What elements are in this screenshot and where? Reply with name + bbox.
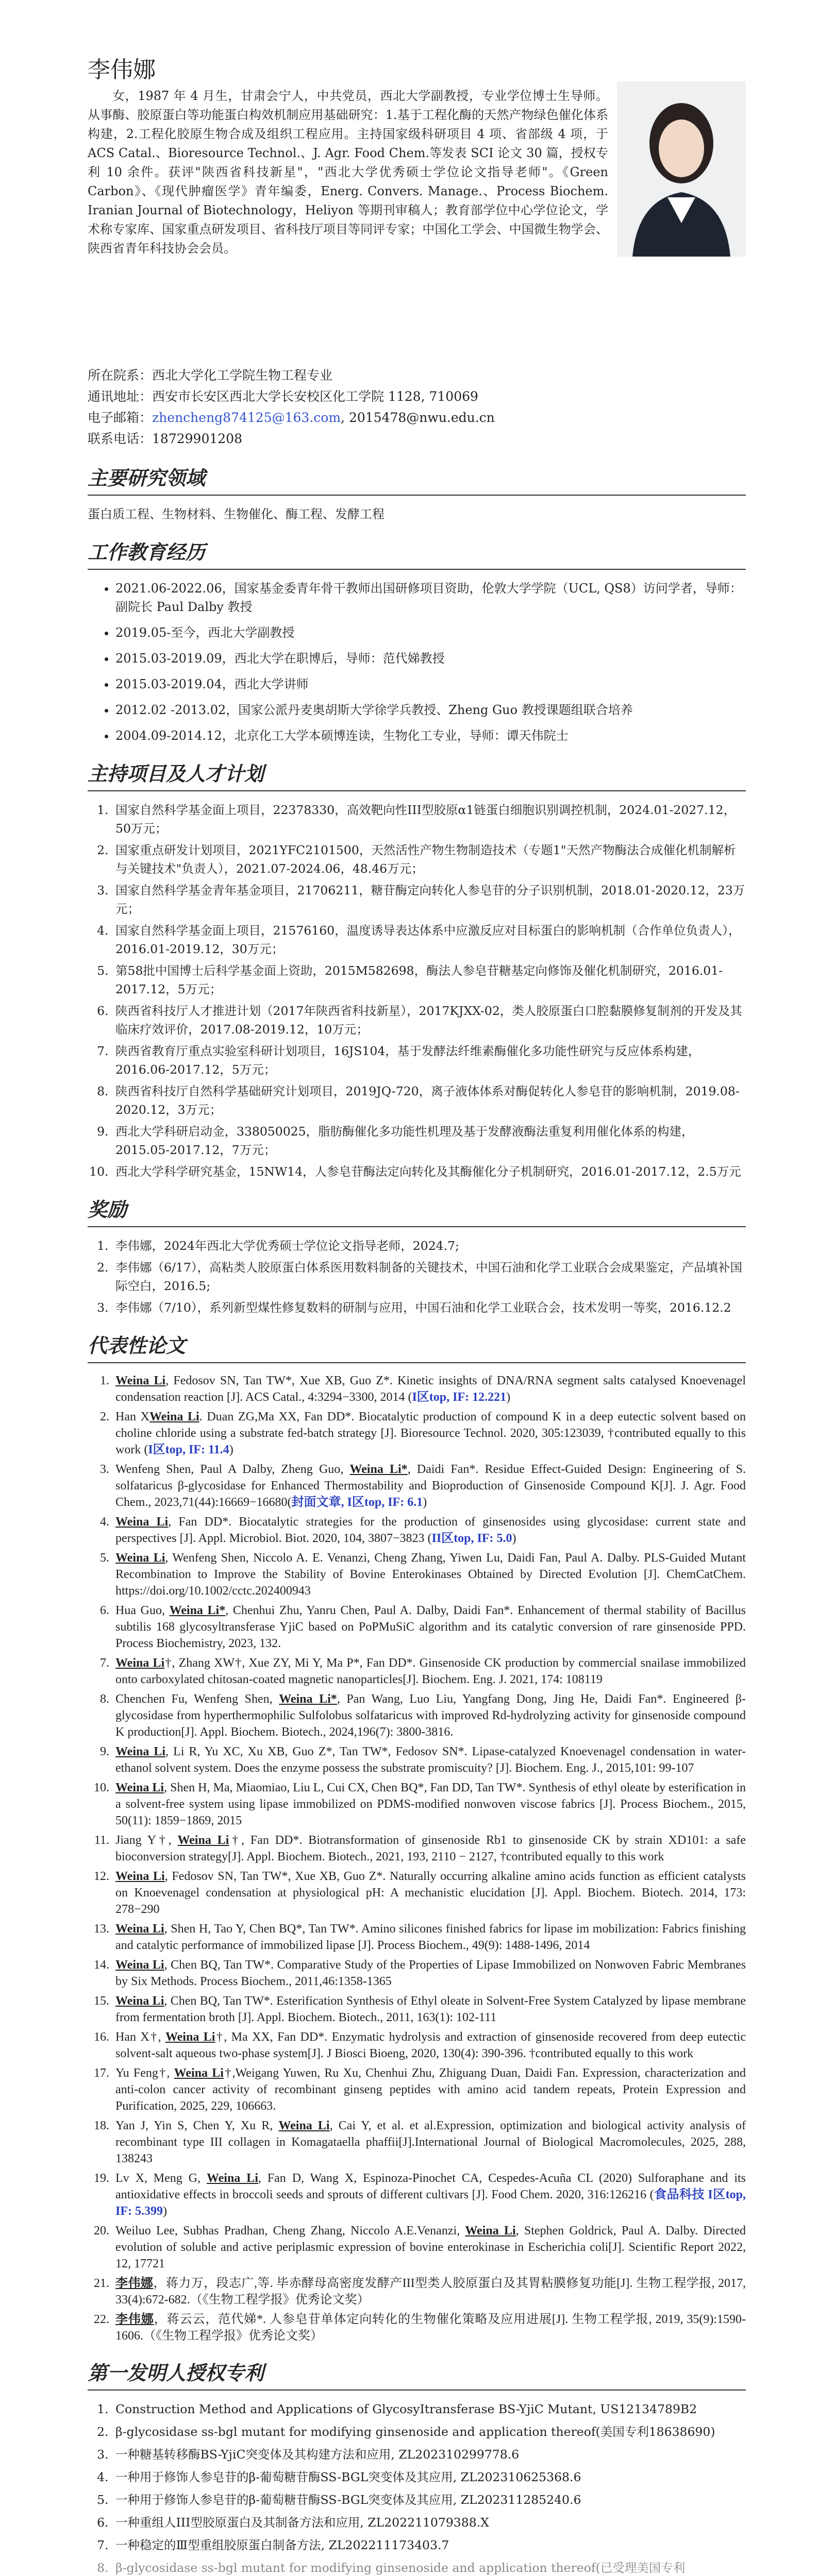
paper-author-self: Weina Li <box>149 1410 199 1423</box>
patents-list <box>88 2400 746 2576</box>
paper-author-self: Weina Li <box>174 2066 224 2080</box>
project-item: 5. 第58批中国博士后科学基金面上资助，2015M582698，酶法人参皂苷糖基定向修饰及催化机制研究，2016.01-2017.12，5万元； <box>112 961 746 998</box>
paper-author-self: Weina Li <box>115 1745 166 1758</box>
intro-paragraph: 女，1987 年 4 月生，甘肃会宁人，中共党员，西北大学副教授，专业学位博士生导师。从事酶、胶原蛋白等功能蛋白构效机制应用基础研究：1.基于工程化酶的天然产物绿色催化体系构建，2.工程化胶原生物合成及组织工程应用。主持国家级科研项目 4 项、省部级 4 项，于 ACS Catal.、Bioresource Technol.、J. Agr. Food Chem.等发表 SCI 论文 30 篇，授权专利 10 余件。获评"陕西省科技新星"，"西北大学优秀硕士学位论文指导老师"。《Green Carbon》、《现代肿瘤医学》青年编委，Energ. Convers. Manage.、Process Biochem. Iranian Journal of Biotechnology，Heliyon 等期刊审稿人；教育部学位中心学位论文，学术称专家库、国家重点研发项目、省科技厅项目等同评专家；中国化工学会、中国微生物学会、陕西省青年科技协会会员。 <box>88 89 608 256</box>
paper-impact-badge: I区top, IF: 12.221 <box>412 1391 507 1404</box>
project-item: 2. 国家重点研发计划项目，2021YFC2101500，天然活性产物生物制造技术（专题1"天然产物酶法合成催化机制解析与关键技术"负责人），2021.07-2024.06，48.46万元； <box>112 841 746 878</box>
paper-citation: , Fedosov SN, Tan TW*, Xue XB, Guo Z*. Kinetic insights of DNA/RNA segment salts catalysed Knoevenagel condensation reaction [J]. ACS Catal., 4:3294−3300, 2014 ( <box>115 1374 746 1404</box>
paper-impact-badge: 食品科技 I区top, IF: 5.399 <box>115 2188 746 2218</box>
paper-author-self: Weina Li <box>165 2030 215 2044</box>
paper-coauthors: Hua Guo, <box>115 1604 170 1617</box>
project-item: 1. 国家自然科学基金面上项目，22378330，高效靶向性III型胶原α1链蛋白细胞识别调控机制，2024.01-2027.12，50万元； <box>112 801 746 838</box>
intro-block <box>88 87 746 282</box>
paper-author-self: Weina Li <box>115 1781 164 1794</box>
paper-impact-badge: 封面文章, I区top, IF: 6.1 <box>291 1496 423 1509</box>
paper-item <box>112 1602 746 1652</box>
paper-author-self: 李伟娜 <box>115 2313 154 2326</box>
patent-item: 5. 一种用于修饰人参皂苷的β-葡萄糖苷酶SS-BGL突变体及其应用, ZL202311285240.6 <box>112 2490 746 2509</box>
projects-list <box>88 801 746 1181</box>
paper-author-self: Weina Li <box>206 2172 258 2185</box>
paper-citation: , Chen BQ, Tan TW*. Esterification Synthesis of Ethyl oleate in Solvent-Free System Catalyzed by lipase membrane from fermentation broth [J]. Appl. Biochem. Biotech., 2011, 163(1): 102-111 <box>115 1994 746 2024</box>
patent-item: 7. 一种稳定的Ⅲ型重组胶原蛋白制备方法, ZL202211173403.7 <box>112 2536 746 2554</box>
research-fields: 蛋白质工程、生物材料、生物催化、酶工程、发酵工程 <box>88 507 385 521</box>
phone-value: 18729901208 <box>152 431 242 446</box>
paper-item <box>112 2223 746 2272</box>
paper-citation-end: ) <box>512 1532 516 1545</box>
paper-author-self: Weina Li <box>115 1374 166 1387</box>
project-item: 4. 国家自然科学基金面上项目，21576160，温度诱导表达体系中应激反应对目标蛋白的影响机制（合作单位负责人），2016.01-2019.12，30万元； <box>112 921 746 958</box>
paper-coauthors: Han X†, <box>115 2030 165 2044</box>
paper-author-self: Weina Li <box>115 1515 169 1529</box>
paper-item <box>112 1743 746 1776</box>
email-row: 电子邮箱：zhencheng874125@163.com, 2015478@nwu.edu.cn <box>88 410 495 425</box>
patent-item: 4. 一种用于修饰人参皂苷的β-葡萄糖苷酶SS-BGL突变体及其应用, ZL202310625368.6 <box>112 2468 746 2486</box>
education-item: • 2012.02 -2013.02，国家公派丹麦奥胡斯大学徐学兵教授、Zheng Guo 教授课题组联合培养 <box>115 701 746 719</box>
paper-author-self: Weina Li <box>177 1834 229 1847</box>
paper-item <box>112 2029 746 2062</box>
award-item: 3. 李伟娜（7/10），系列新型煤性修复数料的研制与应用，中国石油和化学工业联合会，技术发明一等奖，2016.12.2 <box>112 1298 746 1317</box>
paper-citation: , Fan DD*. Biocatalytic strategies for the production of ginsenosides using glycosidase: current state and perspectives [J]. Appl. Microbiol. Biot. 2020, 104, 3807−3823 ( <box>115 1515 746 1545</box>
paper-citation: ，蒋力万，段志广,等. 毕赤酵母高密度发酵产III型类人胶原蛋白及其胃粘膜修复功能[J]. 生物工程学报, 2017, 33(4):672-682.（《生物工程学报》优秀论文奖） <box>115 2277 746 2307</box>
paper-item <box>112 1993 746 2026</box>
project-item: 7. 陕西省教育厅重点实验室科研计划项目，16JS104，基于发酵法纤维素酶催化多功能性研究与反应体系构建，2016.06-2017.12，5万元； <box>112 1042 746 1079</box>
paper-author-self: Weina Li <box>115 1958 164 1972</box>
paper-coauthors: Chenchen Fu, Wenfeng Shen, <box>115 1692 279 1706</box>
section-title-papers: 代表性论文 <box>88 1332 746 1363</box>
paper-item <box>112 1409 746 1458</box>
paper-author-self: Weina Li <box>115 1656 165 1670</box>
paper-item <box>112 1514 746 1547</box>
college-value: 西北大学化工学院生物工程专业 <box>152 368 333 383</box>
paper-citation: , Li R, Yu XC, Xu XB, Guo Z*, Tan TW*, Fedosov SN*. Lipase-catalyzed Knoevenagel condensation in water-ethanol solvent system. Does the enzyme possess the substrate promiscuity? [J]. Biochem. Eng. J., 2015,101: 99-107 <box>115 1745 746 1775</box>
paper-item <box>112 1957 746 1990</box>
paper-item <box>112 1461 746 1511</box>
section-title-education: 工作教育经历 <box>88 539 746 570</box>
paper-coauthors: Lv X, Meng G, <box>115 2172 207 2185</box>
paper-item <box>112 2275 746 2308</box>
paper-author-self: 李伟娜 <box>115 2277 154 2290</box>
paper-item <box>112 1655 746 1688</box>
paper-author-self: Weina Li* <box>279 1692 337 1706</box>
education-item: • 2019.05-至今，西北大学副教授 <box>115 623 746 642</box>
paper-citation-end: ) <box>229 1443 233 1456</box>
paper-item <box>112 1868 746 1918</box>
paper-impact-badge: I区top, IF: 11.4 <box>148 1443 229 1456</box>
paper-item <box>112 2170 746 2219</box>
paper-author-self: Weina Li <box>465 2224 516 2238</box>
paper-citation: , Stephen Goldrick, Paul A. Dalby. Directed evolution of soluble and active periplasmic expression of bovine enterokinase in Escherichia coli[J]. Scientific Report 2022, 12, 17721 <box>115 2224 746 2270</box>
paper-citation: †,Weigang Yuwen, Ru Xu, Chenhui Zhu, Zhiguang Duan, Daidi Fan. Expression, characterization and anti-colon cancer activity of recombinant ginseng peptides with amino acid tandem repeats, Protein Expression and Purification, 2025, 229, 106663. <box>115 2066 746 2113</box>
address-value: 西安市长安区西北大学长安校区化工学院 1128, 710069 <box>152 389 478 404</box>
paper-citation: , Chen BQ, Tan TW*. Comparative Study of the Properties of Lipase Immobilized on Nonwoven Fabric Membranes by Six Methods. Process Biochem., 2011,46:1358-1365 <box>115 1958 746 1988</box>
paper-coauthors: Yan J, Yin S, Chen Y, Xu R, <box>115 2119 279 2132</box>
paper-citation: , Fan D, Wang X, Espinoza-Pinochet CA, Cespedes-Acuña CL (2020) Sulforaphane and its antioxidative effects in broccoli seeds and sprouts of different cultivars [J]. Food Chem. 2020, 316:126216 ( <box>115 2172 746 2201</box>
paper-author-self: Weina Li <box>115 1922 164 1936</box>
section-title-projects: 主持项目及人才计划 <box>88 760 746 791</box>
paper-item <box>112 1780 746 1829</box>
paper-author-self: Weina Li <box>115 1551 165 1565</box>
education-item: • 2015.03-2019.04，西北大学讲师 <box>115 675 746 693</box>
paper-item <box>112 1832 746 1865</box>
patent-item: 8. β-glycosidase ss-bgl mutant for modifying ginsenoside and application thereof(已受理美国专利 <box>112 2558 746 2576</box>
paper-coauthors: Wenfeng Shen, Paul A Dalby, Zheng Guo, <box>115 1463 350 1476</box>
paper-citation: †, Zhang XW†, Xue ZY, Mi Y, Ma P*, Fan DD*. Ginsenoside CK production by commercial snailase immobilized onto carboxylated chitosan-coated magnetic nanoparticles[J]. Biochem. Eng. J. 2021, 174: 108119 <box>115 1656 746 1686</box>
paper-author-self: Weina Li* <box>349 1463 408 1476</box>
email-link[interactable]: zhencheng874125@163.com <box>152 410 341 425</box>
paper-item <box>112 1691 746 1740</box>
paper-citation: , Fedosov SN, Tan TW*, Xue XB, Guo Z*. Naturally occurring alkaline amino acids function as efficient catalysts on Knoevenagel condensation at physiological pH: A mechanistic elucidation [J]. Appl. Biochem. Biotech. 2014, 173: 278−290 <box>115 1870 746 1916</box>
paper-item <box>112 1550 746 1599</box>
project-item: 10. 西北大学科学研究基金，15NW14，人参皂苷酶法定向转化及其酶催化分子机制研究，2016.01-2017.12，2.5万元 <box>112 1162 746 1181</box>
award-item: 2. 李伟娜（6/17），高粘类人胶原蛋白体系医用数料制备的关键技术，中国石油和化学工业联合会成果鉴定，产品填补国际空白，2016.5; <box>112 1258 746 1295</box>
project-item: 8. 陕西省科技厅自然科学基础研究计划项目，2019JQ-720，离子液体体系对酶促转化人参皂苷的影响机制，2019.08-2020.12，3万元； <box>112 1082 746 1119</box>
paper-citation: , Wenfeng Shen, Niccolo A. E. Venanzi, Cheng Zhang, Yiwen Lu, Daidi Fan, Paul A. Dalby. PLS-Guided Mutant Recombination to Improve the Stability of Bovine Enterokinases Obtained by Directed Evolution [J]. ChemCatChem. https://doi.org/10.1002/cctc.202400943 <box>115 1551 746 1598</box>
paper-citation: †, Fan DD*. Biotransformation of ginsenoside Rb1 to ginsenoside CK by strain XD101: a safe bioconversion strategy[J]. Appl. Biochem. Biotech., 2021, 193, 2110 − 2127, †contributed equally to this work <box>115 1834 746 1863</box>
paper-item <box>112 2117 746 2167</box>
paper-author-self: Weina Li <box>115 1994 164 2008</box>
college-row: 所在院系：西北大学化工学院生物工程专业 <box>88 368 333 383</box>
paper-citation: , Shen H, Ma, Miaomiao, Liu L, Cui CX, Chen BQ*, Fan DD, Tan TW*. Synthesis of ethyl oleate by esterification in a solvent-free system using lipase immobilized on PDMS-modified nonwoven viscose fabrics [J]. Process Biochem., 2015, 50(11): 1859−1869, 2015 <box>115 1781 746 1827</box>
paper-citation: , Shen H, Tao Y, Chen BQ*, Tan TW*. Amino silicones finished fabrics for lipase im mobilization: Fabrics finishing and catalytic performance of immobilized lipase [J]. Process Biochem., 49(9): 1488-1496, 2014 <box>115 1922 746 1952</box>
paper-item <box>112 2065 746 2114</box>
section-title-awards: 奖励 <box>88 1196 746 1227</box>
education-item: • 2021.06-2022.06，国家基金委青年骨干教师出国研修项目资助，伦敦大学学院（UCL, QS8）访问学者，导师：副院长 Paul Dalby 教授 <box>115 579 746 616</box>
paper-coauthors: Han X <box>115 1410 149 1423</box>
paper-author-self: Weina Li <box>115 1870 165 1883</box>
paper-author-self: Weina Li <box>278 2119 330 2132</box>
project-item: 3. 国家自然科学基金青年基金项目，21706211，糖苷酶定向转化人参皂苷的分子识别机制，2018.01-2020.12，23万元； <box>112 881 746 918</box>
section-title-patents: 第一发明人授权专利 <box>88 2360 746 2391</box>
paper-citation: . Duan ZG,Ma XX, Fan DD*. Biocatalytic production of compound K in a deep eutectic solvent based on choline chloride using a substrate fed-batch strategy [J]. Bioresource Technol. 2020, 305:123039, †contributed equally to this work ( <box>115 1410 746 1456</box>
patent-item: 3. 一种糖基转移酶BS-YjiC突变体及其构建方法和应用, ZL202310299778.6 <box>112 2445 746 2464</box>
section-title-research: 主要研究领域 <box>88 465 746 496</box>
paper-citation-end: ) <box>423 1496 427 1509</box>
papers-list <box>88 1372 746 2344</box>
paper-coauthors: Jiang Y†, <box>115 1834 178 1847</box>
portrait-photo <box>617 81 746 257</box>
education-item: • 2004.09-2014.12，北京化工大学本硕博连读，生物化工专业，导师：谭天伟院士 <box>115 726 746 745</box>
patent-item: 2. β-glycosidase ss-bgl mutant for modifying ginsenoside and application thereof(美国专利18638690) <box>112 2422 746 2441</box>
education-item: • 2015.03-2019.09，西北大学在职博后，导师：范代娣教授 <box>115 649 746 668</box>
patent-item: 1. Construction Method and Applications of GlycosyItransferase BS-YjiC Mutant, US12134789B2 <box>112 2400 746 2418</box>
paper-coauthors: Yu Feng†, <box>115 2066 174 2080</box>
contact-info <box>88 365 746 449</box>
paper-coauthors: Weiluo Lee, Subhas Pradhan, Cheng Zhang, Niccolo A.E.Venanzi, <box>115 2224 465 2238</box>
paper-citation: †, Ma XX, Fan DD*. Enzymatic hydrolysis and extraction of ginsenoside recovered from deep eutectic solvent-salt aqueous two-phase system[J]. J Biosci Bioeng, 2020, 130(4): 390-396. †contributed equally to this work <box>115 2030 746 2060</box>
paper-citation: , Pan Wang, Luo Liu, Yangfang Dong, Jing He, Daidi Fan*. Engineered β-glycosidase from hyperthermophilic Sulfolobus solfataricus with improved Rd-hydrolyzing activity for ginsenoside compound K production[J]. Appl. Biochem. Biotech., 2024,196(7): 3800-3816. <box>115 1692 746 1739</box>
address-row: 通讯地址：西安市长安区西北大学长安校区化工学院 1128, 710069 <box>88 389 478 404</box>
paper-citation: ，蒋云云，范代娣*. 人参皂苷单体定向转化的生物催化策略及应用进展[J]. 生物工程学报, 2019, 35(9):1590-1606.（《生物工程学报》优秀论文奖） <box>115 2313 746 2343</box>
paper-citation: , Chenhui Zhu, Yanru Chen, Paul A. Dalby, Daidi Fan*. Enhancement of thermal stability of Bacillus subtilis 168 glycosyltransferase YjiC based on PoPMuSiC algorithm and its catalytic conversion of rare ginsenoside PPD. Process Biochemistry, 2023, 132. <box>115 1604 746 1650</box>
paper-citation-end: ) <box>163 2205 167 2218</box>
paper-item <box>112 1372 746 1405</box>
award-item: 1. 李伟娜，2024年西北大学优秀硕士学位论文指导老师，2024.7; <box>112 1236 746 1255</box>
paper-item <box>112 1921 746 1954</box>
paper-item <box>112 2311 746 2344</box>
phone-row: 联系电话：18729901208 <box>88 431 242 446</box>
paper-citation: , Cai Y, et al. et al.Expression, optimization and biological activity analysis of recombinant type III collagen in Komagataella phaffii[J].International Journal of Biological Macromolecules, 2025, 288, 138243 <box>115 2119 746 2165</box>
project-item: 6. 陕西省科技厅人才推进计划（2017年陕西省科技新星），2017KJXX-02，类人胶原蛋白口腔黏膜修复制剂的开发及其临床疗效评价，2017.08-2019.12，10万元； <box>112 1002 746 1039</box>
awards-list <box>88 1236 746 1317</box>
email-secondary: , 2015478@nwu.edu.cn <box>341 410 495 425</box>
paper-citation-end: ) <box>506 1391 511 1404</box>
project-item: 9. 西北大学科研启动金，338050025，脂肪酶催化多功能性机理及基于发酵液酶法重复利用催化体系的构建，2015.05-2017.12，7万元； <box>112 1122 746 1159</box>
paper-impact-badge: II区top, IF: 5.0 <box>431 1532 512 1545</box>
person-name: 李伟娜 <box>88 57 156 83</box>
education-list <box>88 579 746 745</box>
paper-citation: , Daidi Fan*. Residue Effect-Guided Design: Engineering of S. solfataricus β-glycosidase for Enhanced Thermostability and Bioproduction of Ginsenoside Compound K[J]. J. Agr. Food Chem., 2023,71(44):16669−16680( <box>115 1463 746 1509</box>
paper-author-self: Weina Li* <box>169 1604 226 1617</box>
patent-item: 6. 一种重组人III型胶原蛋白及其制备方法和应用, ZL202211079388.X <box>112 2513 746 2532</box>
